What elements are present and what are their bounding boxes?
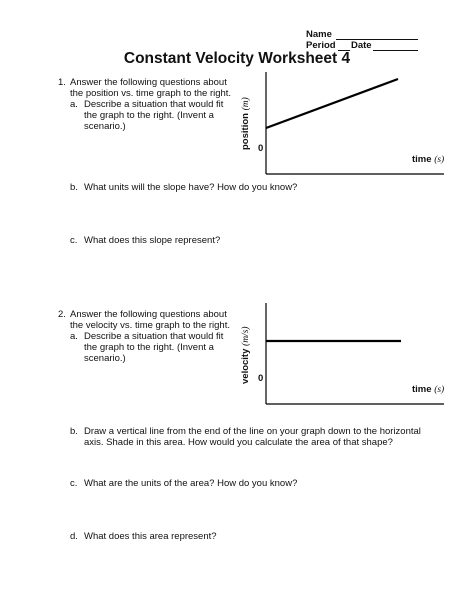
q2d-label: d.: [70, 531, 78, 542]
q2a-line3: scenario.): [84, 353, 126, 364]
graph1-ylabel-text: position: [240, 113, 251, 150]
graph2-xunit: (s): [434, 385, 445, 395]
q1a-line3: scenario.): [84, 121, 126, 132]
graph2-origin-label: 0: [258, 373, 264, 384]
period-label: Period: [306, 40, 336, 51]
graph2-x-axis-label: [412, 384, 444, 396]
q1b-text: What units will the slope have? How do you know?: [84, 182, 298, 193]
q2b-line1: Draw a vertical line from the end of the line on your graph down to the horizontal: [84, 426, 421, 437]
q2-number: 2.: [58, 309, 66, 320]
graph2-ylabel-text: velocity: [240, 348, 251, 384]
q1a-line1: Describe a situation that would fit: [84, 99, 224, 110]
graph1-yunit: (m): [241, 97, 251, 111]
graph2-yunit: (m/s): [241, 326, 251, 346]
q1c-label: c.: [70, 235, 78, 246]
q1a-line2: the graph to the right. (Invent a: [84, 110, 214, 121]
name-label: Name: [306, 29, 332, 40]
q2-intro-line2: the velocity vs. time graph to the right.: [70, 320, 230, 331]
q2a-line2: the graph to the right. (Invent a: [84, 342, 214, 353]
graph1-xunit: (s): [434, 155, 445, 165]
q2-intro-line1: Answer the following questions about: [70, 309, 227, 320]
q2c-text: What are the units of the area? How do you know?: [84, 478, 298, 489]
q1-intro-line1: Answer the following questions about: [70, 77, 227, 88]
graph2-y-axis-label: [240, 326, 251, 384]
q1-intro-line2: the position vs. time graph to the right.: [70, 88, 232, 99]
q2b-line2: axis. Shade in this area. How would you calculate the area of that shape?: [84, 437, 393, 448]
page-title: Constant Velocity Worksheet 4: [123, 50, 351, 67]
graph1-y-axis-label: [240, 97, 251, 150]
q1-number: 1.: [58, 77, 66, 88]
date-label: Date: [351, 40, 372, 51]
graph2-xlabel-text: time: [412, 384, 432, 395]
q1c-text: What does this slope represent?: [84, 235, 221, 246]
q2b-label: b.: [70, 426, 78, 437]
graph1-x-axis-label: [412, 154, 444, 166]
graph1-data-line: [266, 79, 398, 128]
graph1-xlabel-text: time: [412, 154, 432, 165]
q1a-label: a.: [70, 99, 78, 110]
q2a-label: a.: [70, 331, 78, 342]
q2c-label: c.: [70, 478, 78, 489]
q2a-line1: Describe a situation that would fit: [84, 331, 224, 342]
q2d-text: What does this area represent?: [84, 531, 217, 542]
graph1-origin-label: 0: [258, 143, 264, 154]
q1b-label: b.: [70, 182, 78, 193]
